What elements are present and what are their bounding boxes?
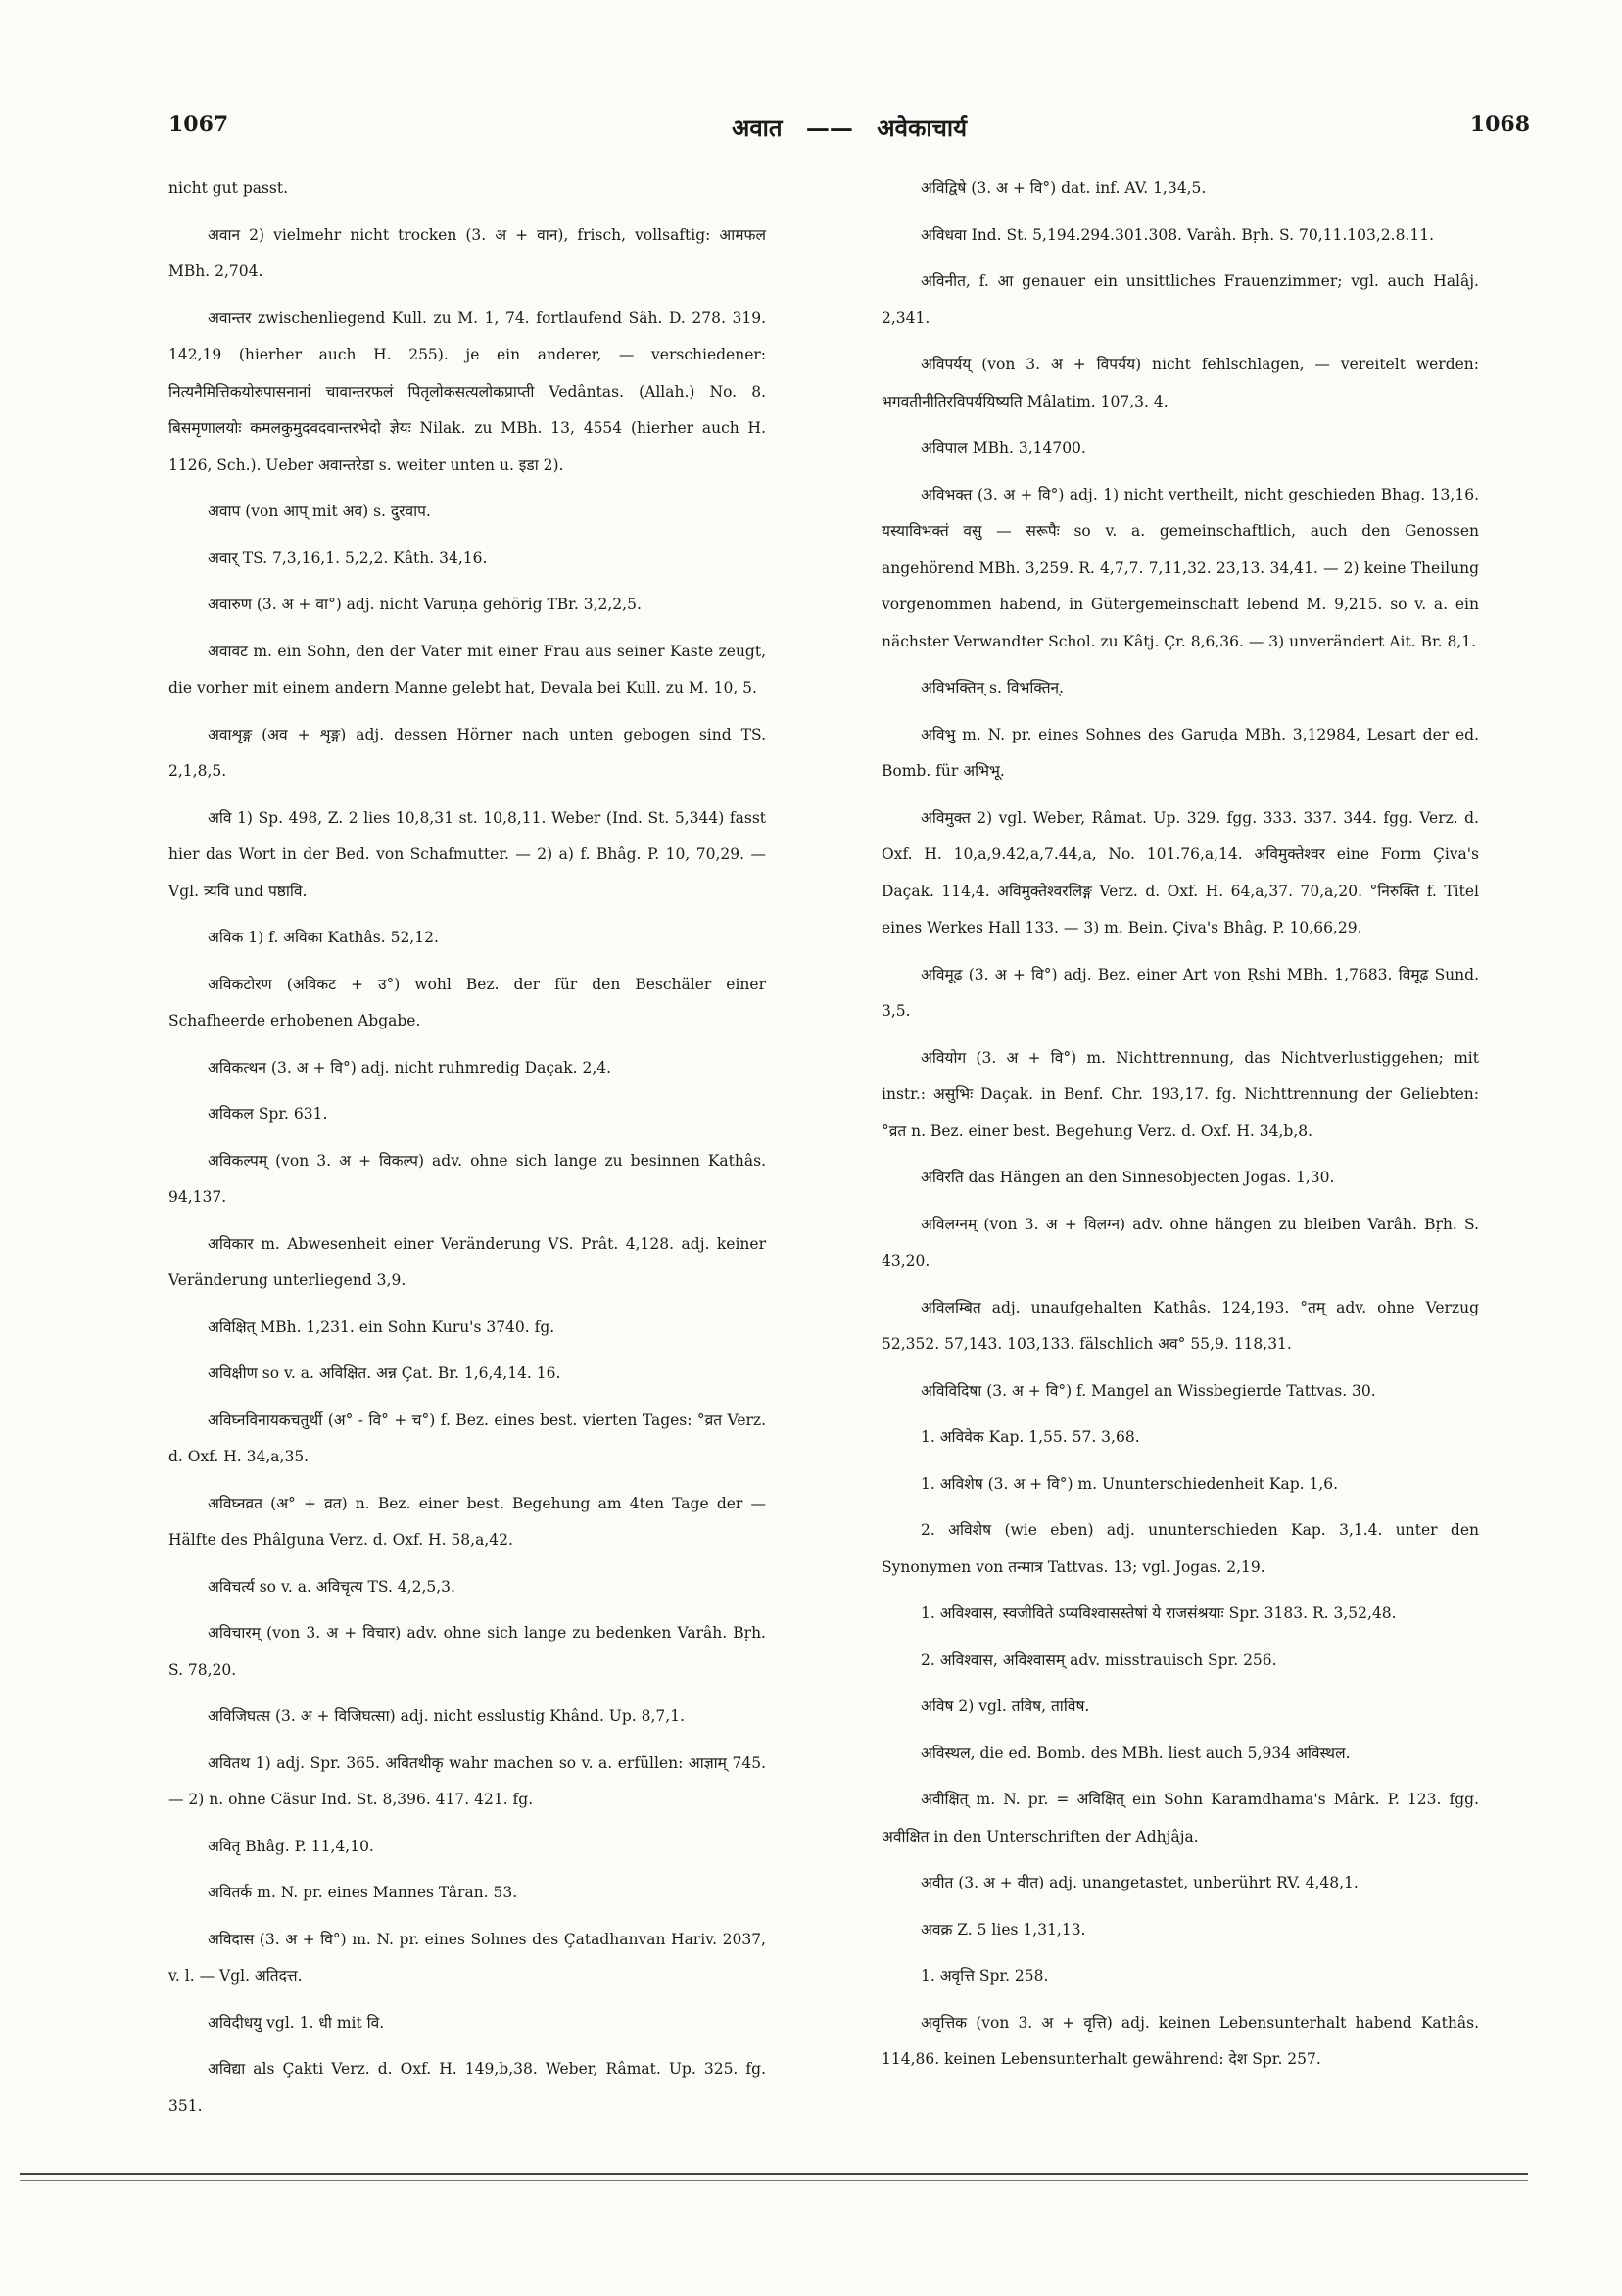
right-column: [882, 170, 1479, 2088]
entry: अवक्र Z. 5 lies 1,31,13.: [921, 1920, 1086, 1938]
entry: अवार् TS. 7,3,16,1. 5,2,2. Kâth. 34,16.: [208, 549, 488, 567]
entry: अवि 1) Sp. 498, Z. 2 lies 10,8,31 st. 10,8,11. Weber (Ind. St. 5,344) fasst hier das Wort in der Bed. von Schafmutter. — 2) a) f. Bhâg. P. 10, 70,29. — Vgl. त्र्यवि und पष्ठावि.: [168, 808, 766, 900]
entry: अविमूढ (3. अ + वि°) adj. Bez. einer Art von Ṛshi MBh. 1,7683. विमूढ Sund. 3,5.: [882, 965, 1479, 1020]
entry: अवितर्क m. N. pr. eines Mannes Târan. 53.: [208, 1884, 518, 1901]
entry: 1. अविवेक Kap. 1,55. 57. 3,68.: [921, 1428, 1140, 1446]
headword-first: अवात: [731, 114, 783, 142]
entry: अविनीत, f. आ genauer ein unsittliches Frauenzimmer; vgl. auch Halâj. 2,341.: [882, 272, 1479, 327]
bottom-rule: [20, 2173, 1528, 2175]
entry: अविस्थल, die ed. Bomb. des MBh. liest auch 5,934 अविस्थल.: [921, 1744, 1351, 1762]
entry: अविकत्थन (3. अ + वि°) adj. nicht ruhmredig Daçak. 2,4.: [208, 1058, 612, 1076]
entry: अवीत (3. अ + वीत) adj. unangetastet, unberührt RV. 4,48,1.: [921, 1874, 1359, 1891]
entry: अविभु m. N. pr. eines Sohnes des Garuḍa MBh. 3,12984, Lesart der ed. Bomb. für अभिभू.: [882, 725, 1479, 780]
entry: अवान्तर zwischenliegend Kull. zu M. 1, 74. fortlaufend Sâh. D. 278. 319. 142,19 (hierher auch H. 255). je ein anderer, — verschiedener: नित्यनैमित्तिकयोरुपासनानां चावान्तरफलं पितृलोकसत्यलोकप्राप्ती Vedântas. (Allah.) No. 8. बिसमृणालयोः कमलकुमुदवदवान्तरभेदो ज्ञेयः Nilak. zu MBh. 13, 4554 (hierher auch H. 1126, Sch.). Ueber अवान्तरेडा s. weiter unten u. इडा 2).: [168, 309, 766, 474]
entry: अविकल Spr. 631.: [208, 1105, 328, 1123]
entry: अविभक्तिन् s. विभक्तिन्.: [921, 679, 1065, 696]
running-headwords: [168, 112, 1530, 144]
entry: 1. अविश्वास, स्वजीविते ऽप्यविश्वासस्तेषां ये राजसंश्रयाः Spr. 3183. R. 3,52,48.: [921, 1604, 1397, 1622]
entry: अविकार m. Abwesenheit einer Veränderung VS. Prât. 4,128. adj. keiner Veränderung unterliegend 3,9.: [168, 1234, 766, 1289]
entry: 1. अवृत्ति Spr. 258.: [921, 1967, 1049, 1985]
entry: nicht gut passt.: [168, 179, 289, 197]
page-number-left: 1067: [168, 112, 229, 137]
entry: अविचर्त्य so v. a. अविचृत्य TS. 4,2,5,3.: [208, 1577, 455, 1596]
entry: अविमुक्त 2) vgl. Weber, Râmat. Up. 329. fgg. 333. 337. 344. fgg. Verz. d. Oxf. H. 10,a,9.42,a,7.44,a, No. 101.76,a,14. अविमुक्तेश्वर eine Form Çiva's Daçak. 114,4. अविमुक्तेश्वरलिङ्ग Verz. d. Oxf. H. 64,a,37. 70,a,20. °निरुक्ति f. Titel eines Werkes Hall 133. — 3) m. Bein. Çiva's Bhâg. P. 10,66,29.: [882, 808, 1479, 936]
entry: अविक 1) f. अविका Kathâs. 52,12.: [208, 929, 439, 946]
entry: अविजिघत्स (3. अ + विजिघत्सा) adj. nicht esslustig Khând. Up. 8,7,1.: [208, 1707, 686, 1725]
entry: अविष 2) vgl. तविष, ताविष.: [921, 1698, 1090, 1715]
entry: अविदीधयु vgl. 1. धी mit वि.: [208, 2013, 385, 2032]
entry: अविद्विषे (3. अ + वि°) dat. inf. AV. 1,34,5.: [921, 179, 1207, 197]
entry: अविलम्बित adj. unaufgehalten Kathâs. 124,193. °तम् adv. ohne Verzug 52,352. 57,143. 103,133. fälschlich अव° 55,9. 118,31.: [882, 1298, 1479, 1353]
entry: अविविदिषा (3. अ + वि°) f. Mangel an Wissbegierde Tattvas. 30.: [921, 1381, 1376, 1400]
entry: अवाशृङ्ग (अव + शृङ्ग) adj. dessen Hörner nach unten gebogen sind TS. 2,1,8,5.: [168, 725, 766, 780]
entry: अविपर्यय् (von 3. अ + विपर्यय) nicht fehlschlagen, — vereitelt werden: भगवतीनीतिरविपर्ययिष्यति Mâlatim. 107,3. 4.: [882, 356, 1479, 410]
entry: अविचारम् (von 3. अ + विचार) adv. ohne sich lange zu bedenken Varâh. Bṛh. S. 78,20.: [168, 1624, 766, 1679]
entry: अविभक्त (3. अ + वि°) adj. 1) nicht vertheilt, nicht geschieden Bhag. 13,16. यस्याविभक्तं वसु — सरूपैः so v. a. gemeinschaftlich, auch den Genossen angehörend MBh. 3,259. R. 4,7,7. 7,11,32. 23,13. 34,41. — 2) keine Theilung vorgenommen habend, in Gütergemeinschaft lebend M. 9,215. so v. a. ein nächster Verwandter Schol. zu Kâtj. Çr. 8,6,36. — 3) unverändert Ait. Br. 8,1.: [882, 485, 1479, 650]
entry: अविघ्नविनायकचतुर्थी (अ° - वि° + च°) f. Bez. eines best. vierten Tages: °व्रत Verz. d. Oxf. H. 34,a,35.: [168, 1411, 766, 1465]
bottom-rule-thin: [20, 2180, 1528, 2181]
entry: अविपाल MBh. 3,14700.: [921, 439, 1086, 456]
entry: 2. अविशेष (wie eben) adj. ununterschieden Kap. 3,1.4. unter den Synonymen von तन्मात्र Tattvas. 13; vgl. Jogas. 2,19.: [882, 1521, 1479, 1576]
entry: अविक्षीण so v. a. अविक्षित. अन्न Çat. Br. 1,6,4,14. 16.: [208, 1364, 561, 1382]
entry: अवितथ 1) adj. Spr. 365. अवितथीकृ wahr machen so v. a. erfüllen: आज्ञाम् 745. — 2) n. ohne Cäsur Ind. St. 8,396. 417. 421. fg.: [168, 1753, 766, 1808]
entry: अवितृ Bhâg. P. 11,4,10.: [208, 1837, 374, 1855]
entry: अवाप (von आप् mit अव) s. दुरवाप.: [208, 502, 431, 520]
entry: अवान 2) vielmehr nicht trocken (3. अ + वान), frisch, vollsaftig: आमफल MBh. 2,704.: [168, 225, 766, 280]
entry: अविद्या als Çakti Verz. d. Oxf. H. 149,b,38. Weber, Râmat. Up. 325. fg. 351.: [168, 2060, 766, 2115]
entry: अविदास (3. अ + वि°) m. N. pr. eines Sohnes des Çatadhanvan Hariv. 2037, v. l. — Vgl. अतिदत्त.: [168, 1930, 766, 1985]
entry: 2. अविश्वास, अविश्वासम् adv. misstrauisch Spr. 256.: [921, 1650, 1277, 1669]
entry: अवारुण (3. अ + वा°) adj. nicht Varuṇa gehörig TBr. 3,2,2,5.: [208, 596, 642, 613]
headword-dash: ——: [805, 114, 853, 142]
entry: अविकल्पम् (von 3. अ + विकल्प) adv. ohne sich lange zu besinnen Kathâs. 94,137.: [168, 1151, 766, 1206]
page-number-right: 1068: [1469, 112, 1530, 137]
entry: 1. अविशेष (3. अ + वि°) m. Ununterschiedenheit Kap. 1,6.: [921, 1474, 1339, 1493]
entry: अविधवा Ind. St. 5,194.294.301.308. Varâh. Bṛh. S. 70,11.103,2.8.11.: [921, 225, 1435, 244]
page-header: [168, 112, 1530, 151]
entry: अविलग्नम् (von 3. अ + विलग्न) adv. ohne hängen zu bleiben Varâh. Bṛh. S. 43,20.: [882, 1215, 1479, 1269]
left-column: [168, 170, 766, 2134]
entry: अवियोग (3. अ + वि°) m. Nichttrennung, das Nichtverlustiggehen; mit instr.: असुभिः Daçak. in Benf. Chr. 193,17. fg. Nichttrennung der Geliebten: °व्रत n. Bez. einer best. Begehung Verz. d. Oxf. H. 34,b,8.: [882, 1048, 1479, 1140]
entry: अवृत्तिक (von 3. अ + वृत्ति) adj. keinen Lebensunterhalt habend Kathâs. 114,86. keinen Lebensunterhalt gewährend: देश Spr. 257.: [882, 2013, 1479, 2068]
entry: अविक्षित् MBh. 1,231. ein Sohn Kuru's 3740. fg.: [208, 1317, 555, 1336]
entry: अविकटोरण (अविकट + उ°) wohl Bez. der für den Beschäler einer Schafheerde erhobenen Abgabe.: [168, 975, 766, 1029]
entry: अविघ्नव्रत (अ° + व्रत) n. Bez. einer best. Begehung am 4ten Tage der — Hälfte des Phâlguna Verz. d. Oxf. H. 58,a,42.: [168, 1494, 766, 1549]
entry: अवीक्षित् m. N. pr. = अविक्षित् ein Sohn Karamdhama's Mârk. P. 123. fgg. अवीक्षित in den Unterschriften der Adhjâja.: [882, 1791, 1479, 1845]
headword-last: अवेकाचार्य: [877, 114, 967, 142]
entry: अविरति das Hängen an den Sinnesobjecten Jogas. 1,30.: [921, 1169, 1335, 1186]
entry: अवावट m. ein Sohn, den der Vater mit einer Frau aus seiner Kaste zeugt, die vorher mit einem andern Manne gelebt hat, Devala bei Kull. zu M. 10, 5.: [168, 642, 766, 696]
